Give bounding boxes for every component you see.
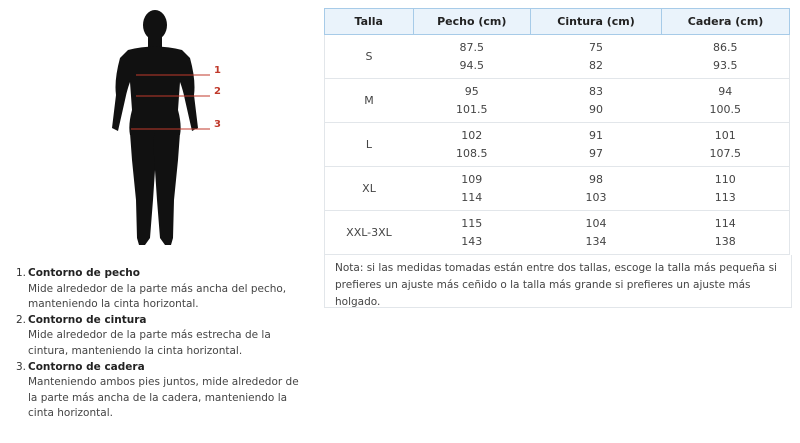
header-pecho: Pecho (cm) (413, 9, 530, 35)
instruction-title: Contorno de pecho (28, 267, 140, 279)
table-header-row (325, 9, 790, 35)
cintura-cell: 91 97 (530, 123, 661, 167)
header-cintura: Cintura (cm) (530, 9, 661, 35)
cadera-cell: 110 113 (662, 167, 790, 211)
instruction-title: Contorno de cintura (28, 313, 147, 326)
instruction-item (16, 266, 306, 313)
size-note: Nota: si las medidas tomadas están entre dos tallas, escoge la talla más pequeña si prefieres un ajuste más ceñido o la talla más grande si prefieres un ajuste más holgado. (324, 255, 792, 308)
hip-line-label: 3 (214, 119, 221, 130)
cintura-cell: 83 90 (530, 79, 661, 123)
size-chart-table (324, 8, 790, 255)
size-cell: S (325, 35, 414, 79)
instruction-description: Mide alrededor de la parte más ancha del pecho, manteniendo la cinta horizontal. (28, 282, 287, 311)
instruction-description: Manteniendo ambos pies juntos, mide alrededor de la parte más ancha de la cadera, manteniendo la cinta horizontal. (28, 376, 299, 420)
table-row (325, 35, 790, 79)
human-silhouette-icon (112, 10, 198, 245)
table-row (325, 123, 790, 167)
header-talla: Talla (325, 9, 414, 35)
instruction-number: 2. (16, 313, 27, 326)
cintura-cell: 98 103 (530, 167, 661, 211)
cadera-cell: 94 100.5 (662, 79, 790, 123)
waist-line-label: 2 (214, 86, 221, 97)
instruction-number: 3. (16, 360, 27, 373)
header-cadera: Cadera (cm) (662, 9, 790, 35)
cadera-cell: 114 138 (662, 211, 790, 255)
pecho-cell: 109 114 (413, 167, 530, 211)
instruction-number: 1. (16, 267, 27, 279)
instruction-item (16, 360, 306, 422)
cadera-cell: 101 107.5 (662, 123, 790, 167)
size-cell: M (325, 79, 414, 123)
table-row (325, 211, 790, 255)
cintura-cell: 104 134 (530, 211, 661, 255)
pecho-cell: 95 101.5 (413, 79, 530, 123)
size-cell: L (325, 123, 414, 167)
table-row (325, 167, 790, 211)
pecho-cell: 115 143 (413, 211, 530, 255)
chest-line-label: 1 (214, 65, 221, 76)
table-row (325, 79, 790, 123)
pecho-cell: 87.5 94.5 (413, 35, 530, 79)
cintura-cell: 75 82 (530, 35, 661, 79)
measurement-instructions (16, 266, 306, 422)
cadera-cell: 86.5 93.5 (662, 35, 790, 79)
instruction-item (16, 313, 306, 360)
pecho-cell: 102 108.5 (413, 123, 530, 167)
size-cell: XXL-3XL (325, 211, 414, 255)
instruction-title: Contorno de cadera (28, 360, 145, 373)
body-measurement-figure (0, 0, 300, 260)
size-cell: XL (325, 167, 414, 211)
instruction-description: Mide alrededor de la parte más estrecha de la cintura, manteniendo la cinta horizontal. (28, 329, 271, 357)
